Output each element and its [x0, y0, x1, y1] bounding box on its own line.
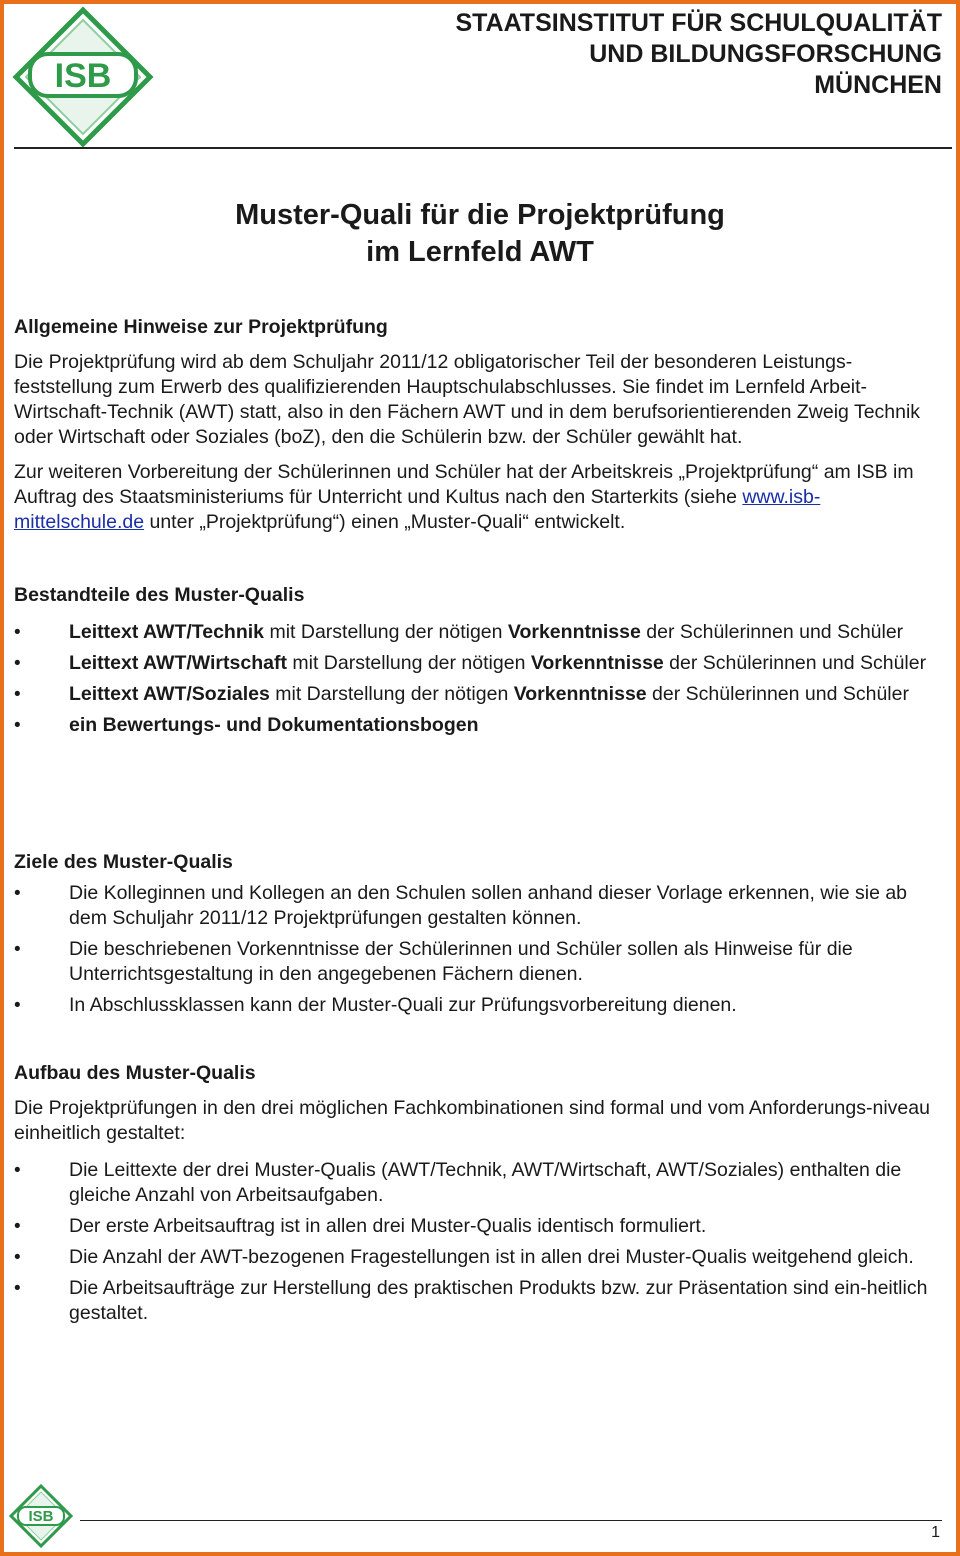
list-item [14, 937, 948, 987]
footer-divider [80, 1520, 942, 1521]
logo-text: ISB [54, 57, 112, 95]
logo-text: ISB [28, 1508, 54, 1525]
general-paragraph-2 [14, 460, 948, 535]
section-components [14, 583, 948, 744]
item-text: Der erste Arbeitsauftrag ist in allen drei Muster-Qualis identisch formuliert. [69, 1215, 707, 1237]
list-item [14, 713, 948, 738]
item-text: Die Arbeitsaufträge zur Herstellung des praktischen Produkts bzw. zur Präsentation sind ein-heitlich gestaltet. [69, 1277, 928, 1324]
structure-list [14, 1158, 948, 1326]
institute-name [455, 8, 942, 101]
list-item [14, 1276, 948, 1326]
item-text: Die Anzahl der AWT-bezogenen Fragestellungen ist in allen drei Muster-Qualis weitgehend gleich. [69, 1246, 914, 1268]
section-structure [14, 1061, 948, 1332]
goals-list [14, 881, 948, 1018]
list-item [14, 1245, 948, 1270]
bullet-icon: • [14, 939, 21, 960]
structure-intro: Die Projektprüfungen in den drei möglichen Fachkombinationen sind formal und vom Anforderungs-niveau einheitlich gestaltet: [14, 1097, 930, 1144]
item-bold-text: Vorkenntnisse [507, 621, 641, 643]
bullet-icon: • [14, 684, 21, 705]
institute-line-1: STAATSINSTITUT FÜR SCHULQUALITÄT [455, 9, 942, 37]
page-number: 1 [931, 1524, 940, 1541]
general-paragraph-1: Die Projektprüfung wird ab dem Schuljahr 2011/12 obligatorischer Teil der besonderen Leistungs-feststellung zum Erwerb des qualifizierenden Hauptschulabschlusses. Sie findet im Lernfeld Arbeit-Wirtschaft-Technik (AWT) statt, also in den Fächern AWT und in dem berufsorientierenden Zweig Technik oder Wirtschaft oder Soziales (boZ), den die Schülerin bzw. der Schüler gewählt hat. [14, 351, 921, 448]
list-item [14, 993, 948, 1018]
list-item [14, 1158, 948, 1208]
section-heading-components: Bestandteile des Muster-Qualis [14, 584, 305, 606]
item-text: Die Kolleginnen und Kollegen an den Schulen sollen anhand dieser Vorlage erkennen, wie sie ab dem Schuljahr 2011/12 Projektprüfungen gestalten können. [69, 882, 908, 929]
title-line-2: im Lernfeld AWT [366, 236, 594, 268]
item-text: In Abschlussklassen kann der Muster-Quali zur Prüfungsvorbereitung dienen. [69, 994, 737, 1016]
section-general [14, 315, 948, 535]
section-heading-goals: Ziele des Muster-Qualis [14, 851, 233, 873]
bullet-icon: • [14, 995, 21, 1016]
bullet-icon: • [14, 653, 21, 674]
components-list [14, 620, 948, 738]
item-bold-text: Leittext AWT/Wirtschaft [69, 652, 287, 674]
section-heading-structure: Aufbau des Muster-Qualis [14, 1062, 256, 1084]
paragraph-text: unter „Projektprüfung“) einen „Muster-Quali“ entwickelt. [144, 511, 626, 533]
list-item [14, 651, 948, 676]
section-goals [14, 850, 948, 1024]
item-text: mit Darstellung der nötigen [286, 652, 531, 674]
item-text: mit Darstellung der nötigen [269, 683, 514, 705]
item-text: der Schülerinnen und Schüler [646, 683, 909, 705]
list-item [14, 881, 948, 931]
paragraph-text: Zur weiteren Vorbereitung der Schülerinnen und Schüler hat der Arbeitskreis „Projektprüfung“ am ISB im Auftrag des Staatsministeriums für Unterricht und Kultus nach den Starterkits (siehe [14, 461, 914, 508]
item-text: Die Leittexte der drei Muster-Qualis (AWT/Technik, AWT/Wirtschaft, AWT/Soziales) enthalten die gleiche Anzahl von Arbeitsaufgaben. [69, 1159, 902, 1206]
item-bold-text: ein Bewertungs- und Dokumentationsbogen [69, 714, 479, 736]
list-item [14, 1214, 948, 1239]
item-bold-text: Leittext AWT/Technik [69, 621, 265, 643]
bullet-icon: • [14, 1247, 21, 1268]
isb-website-link[interactable]: www.isb-mittelschule.de [14, 486, 821, 533]
institute-line-2: UND BILDUNGSFORSCHUNG [589, 40, 942, 68]
bullet-icon: • [14, 1160, 21, 1181]
bullet-icon: • [14, 1278, 21, 1299]
header-divider [14, 147, 952, 149]
item-bold-text: Vorkenntnisse [513, 683, 647, 705]
item-text: mit Darstellung der nötigen [264, 621, 508, 643]
document-title [4, 197, 956, 271]
bullet-icon: • [14, 622, 21, 643]
list-item [14, 620, 948, 645]
item-text: Die beschriebenen Vorkenntnisse der Schülerinnen und Schüler sollen als Hinweise für die Unterrichtsgestaltung in den angegebenen Fächern dienen. [69, 938, 853, 985]
item-bold-text: Leittext AWT/Soziales [69, 683, 270, 705]
isb-logo-small [9, 1484, 73, 1548]
item-text: der Schülerinnen und Schüler [640, 621, 904, 643]
bullet-icon: • [14, 1216, 21, 1237]
list-item [14, 682, 948, 707]
isb-logo [12, 6, 154, 148]
item-text: der Schülerinnen und Schüler [663, 652, 927, 674]
title-line-1: Muster-Quali für die Projektprüfung [235, 199, 725, 231]
item-bold-text: Vorkenntnisse [530, 652, 664, 674]
institute-line-3: MÜNCHEN [814, 71, 942, 99]
bullet-icon: • [14, 883, 21, 904]
bullet-icon: • [14, 715, 21, 736]
section-heading-general: Allgemeine Hinweise zur Projektprüfung [14, 316, 388, 338]
